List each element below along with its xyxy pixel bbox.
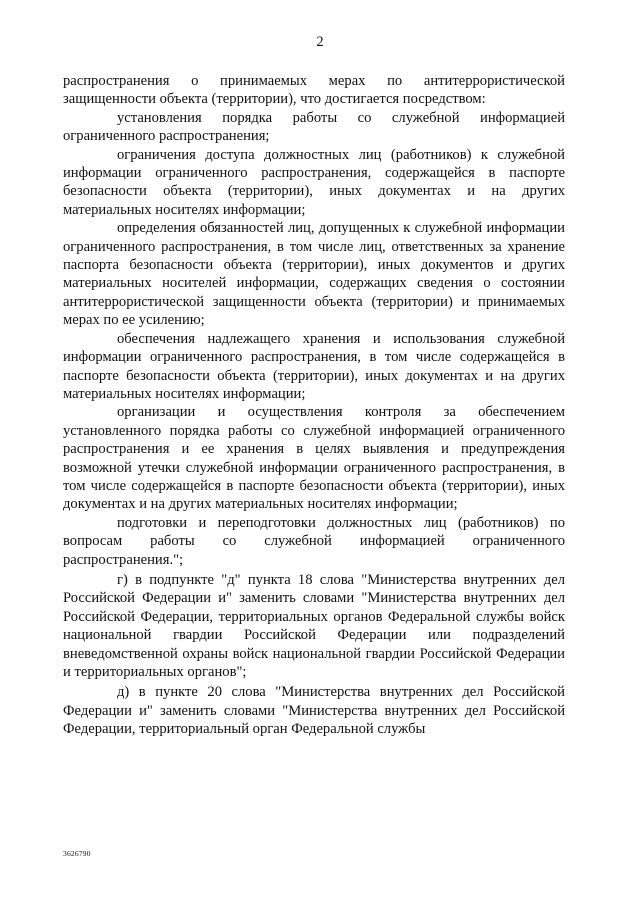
paragraph-item: обеспечения надлежащего хранения и использования служебной информации ограниченного распространения, в том числе содержащейся в паспорте безопасности объекта (территории), иных документах и на других материальных носителях информации; xyxy=(63,330,565,402)
document-body xyxy=(63,72,565,739)
document-code: 3626790 xyxy=(63,849,91,858)
paragraph-subitem-d: д) в пункте 20 слова "Министерства внутренних дел Российской Федерации и" заменить словами "Министерства внутренних дел Российской Федерации, территориальный орган Федеральной службы xyxy=(63,684,565,738)
paragraph-item: подготовки и переподготовки должностных лиц (работников) по вопросам работы со служебной информацией ограниченного распространения."; xyxy=(63,514,565,568)
paragraph-item: ограничения доступа должностных лиц (работников) к служебной информации ограниченного распространения, содержащейся в паспорте безопасности объекта (территории), иных документах и на других материальных носителях информации; xyxy=(63,146,565,218)
paragraph-subitem-g: г) в подпункте "д" пункта 18 слова "Министерства внутренних дел Российской Федерации и" заменить словами "Министерства внутренних дел Российской Федерации, территориальных органов Федеральной службы войск национальной гвардии Российской Федерации или подразделений вневедомственной охраны войск национальной гвардии Российской Федерации и территориальных органов"; xyxy=(63,571,565,680)
paragraph-item: установления порядка работы со служебной информацией ограниченного распространения; xyxy=(63,109,565,145)
paragraph-item: организации и осуществления контроля за обеспечением установленного порядка работы со служебной информацией ограниченного распространения и ее хранения в целях выявления и предупреждения возможной утечки служебной информации ограниченного распространения, в том числе содержащейся в паспорте безопасности объекта (территории), иных документах и на других материальных носителях информации; xyxy=(63,404,565,513)
paragraph-item: определения обязанностей лиц, допущенных к служебной информации ограниченного распространения, в том числе лиц, ответственных за хранение паспорта безопасности объекта (территории), иных документов и других материальных носителей информации, содержащих сведения о состоянии антитеррористической защищенности объекта (территории) и принимаемых мерах по ее усилению; xyxy=(63,220,565,329)
paragraph-intro-continuation: распространения о принимаемых мерах по антитеррористической защищенности объекта (территории), что достигается посредством: xyxy=(63,73,565,108)
page-number: 2 xyxy=(316,34,324,50)
